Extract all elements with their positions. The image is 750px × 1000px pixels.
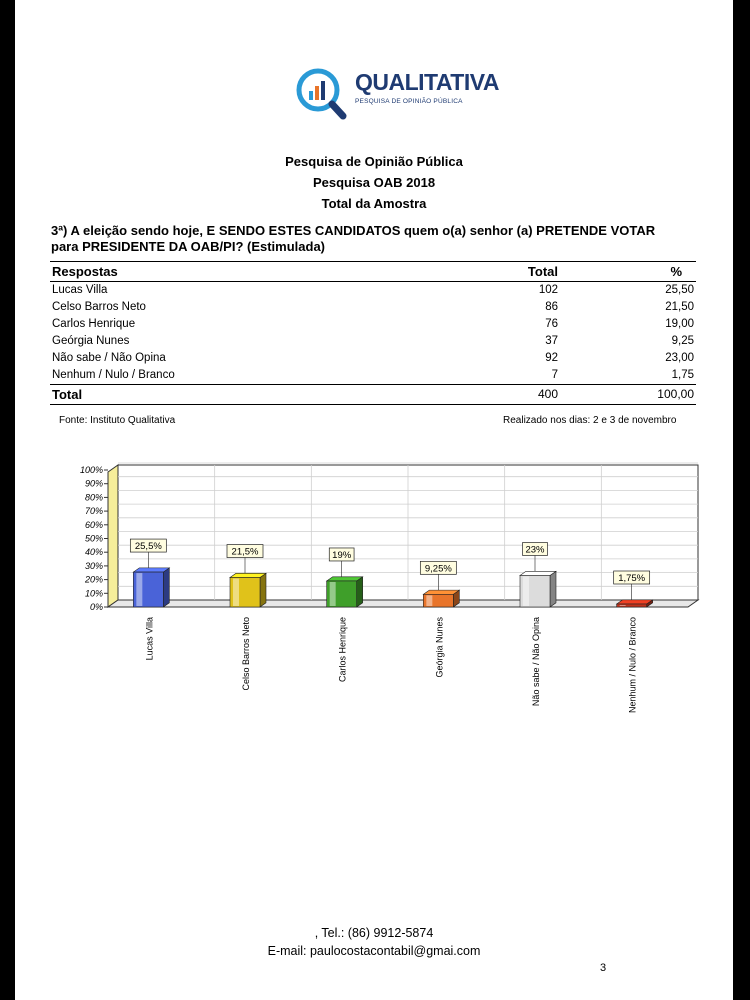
bar-highlight	[136, 573, 142, 606]
bar-top	[133, 568, 169, 572]
table-total-row	[50, 385, 696, 405]
data-label: 19%	[332, 549, 352, 561]
y-tick-label: 80%	[84, 492, 103, 503]
table-row	[50, 282, 696, 300]
total-pct: 100,00	[560, 385, 696, 405]
bar-side	[163, 568, 169, 607]
x-tick-label: Geórgia Nunes	[434, 617, 445, 678]
table-row	[50, 367, 696, 385]
y-tick-label: 100%	[79, 465, 103, 475]
bar-highlight	[523, 576, 529, 606]
row-answer: Geórgia Nunes	[52, 335, 130, 347]
header-sample: Total da Amostra	[321, 196, 427, 211]
y-tick-label: 70%	[84, 506, 103, 517]
table-row	[50, 316, 696, 333]
col-header-answer: Respostas	[50, 262, 466, 282]
contact-phone: , Tel.: (86) 9912-5874	[314, 926, 434, 940]
table-header-row	[50, 262, 696, 282]
row-pct: 21,50	[665, 301, 694, 313]
row-pct: 1,75	[671, 369, 694, 381]
document-page	[15, 0, 733, 1000]
logo-tagline: PESQUISA DE OPINIÃO PÚBLICA	[355, 98, 463, 105]
x-tick-label: Nenhum / Nulo / Branco	[627, 617, 638, 714]
total-count: 400	[466, 385, 560, 405]
header-title: Pesquisa de Opinião Pública	[285, 154, 463, 169]
question-line-1: 3ª) A eleição sendo hoje, E SENDO ESTES CANDIDATOS quem o(a) senhor (a) PRETENDE VOTAR	[51, 223, 656, 238]
question-line-2: para PRESIDENTE DA OAB/PI? (Estimulada)	[51, 239, 326, 254]
row-answer: Celso Barros Neto	[52, 301, 146, 313]
row-answer: Nenhum / Nulo / Branco	[52, 369, 175, 381]
data-label: 21,5%	[231, 546, 259, 558]
row-total: 102	[538, 284, 558, 296]
x-tick-label: Celso Barros Neto	[241, 617, 251, 691]
source-note: Fonte: Instituto Qualitativa	[59, 415, 176, 426]
header-subtitle: Pesquisa OAB 2018	[312, 175, 436, 190]
row-total: 7	[551, 369, 558, 381]
y-tick-label: 0%	[89, 602, 103, 612]
chart-floor	[108, 600, 698, 607]
page-number: 3	[600, 962, 607, 974]
qualitativa-logo	[293, 66, 499, 122]
row-answer: Carlos Henrique	[52, 318, 136, 330]
question-text	[51, 223, 711, 255]
row-total: 37	[545, 335, 558, 347]
row-answer: Não sabe / Não Opina	[52, 352, 166, 364]
bar-highlight	[426, 595, 432, 606]
row-total: 76	[545, 318, 558, 330]
data-label: 9,25%	[424, 563, 452, 575]
table-row	[50, 350, 696, 367]
bar-highlight	[233, 579, 239, 606]
bar-top	[230, 573, 266, 577]
row-answer: Lucas Villa	[52, 284, 108, 296]
y-tick-label: 20%	[84, 574, 103, 585]
row-pct: 9,25	[671, 335, 694, 347]
bar-side	[357, 577, 363, 607]
bar-top	[520, 571, 556, 575]
y-tick-label: 60%	[84, 519, 103, 530]
bar-top	[423, 590, 459, 594]
bar-highlight	[330, 582, 336, 606]
bar-highlight	[620, 605, 626, 606]
data-label: 25,5%	[134, 541, 162, 553]
survey-dates: Realizado nos dias: 2 e 3 de novembro	[503, 415, 677, 426]
bar-top	[327, 577, 363, 581]
magnifier-chart-icon	[293, 66, 353, 124]
bar-top	[617, 600, 653, 604]
y-tick-label: 90%	[84, 478, 103, 489]
x-tick-label: Lucas Villa	[144, 617, 155, 661]
table-row	[50, 299, 696, 316]
total-label: Total	[50, 385, 466, 405]
col-header-pct: %	[560, 262, 696, 282]
logo-name: QUALITATIVA	[355, 69, 499, 95]
y-tick-label: 40%	[84, 547, 103, 558]
chart-left-wall	[108, 465, 118, 607]
x-tick-label: Não sabe / Não Opina	[531, 617, 541, 707]
col-header-total: Total	[466, 262, 560, 282]
y-tick-label: 30%	[84, 560, 103, 571]
results-table	[50, 261, 696, 405]
data-label: 23%	[525, 544, 545, 556]
bar-side	[260, 573, 266, 607]
contact-email: E-mail: paulocostacontabil@gmai.com	[267, 944, 481, 958]
row-total: 92	[545, 352, 558, 364]
table-row	[50, 333, 696, 350]
bar-side	[550, 571, 556, 607]
bar-chart	[52, 455, 712, 735]
x-tick-label: Carlos Henrique	[337, 617, 348, 683]
data-label: 1,75%	[618, 573, 646, 584]
row-pct: 25,50	[665, 284, 694, 296]
row-pct: 19,00	[665, 318, 694, 330]
row-pct: 23,00	[665, 352, 694, 364]
y-tick-label: 10%	[84, 588, 103, 599]
y-tick-label: 50%	[84, 533, 103, 544]
row-total: 86	[545, 301, 558, 313]
